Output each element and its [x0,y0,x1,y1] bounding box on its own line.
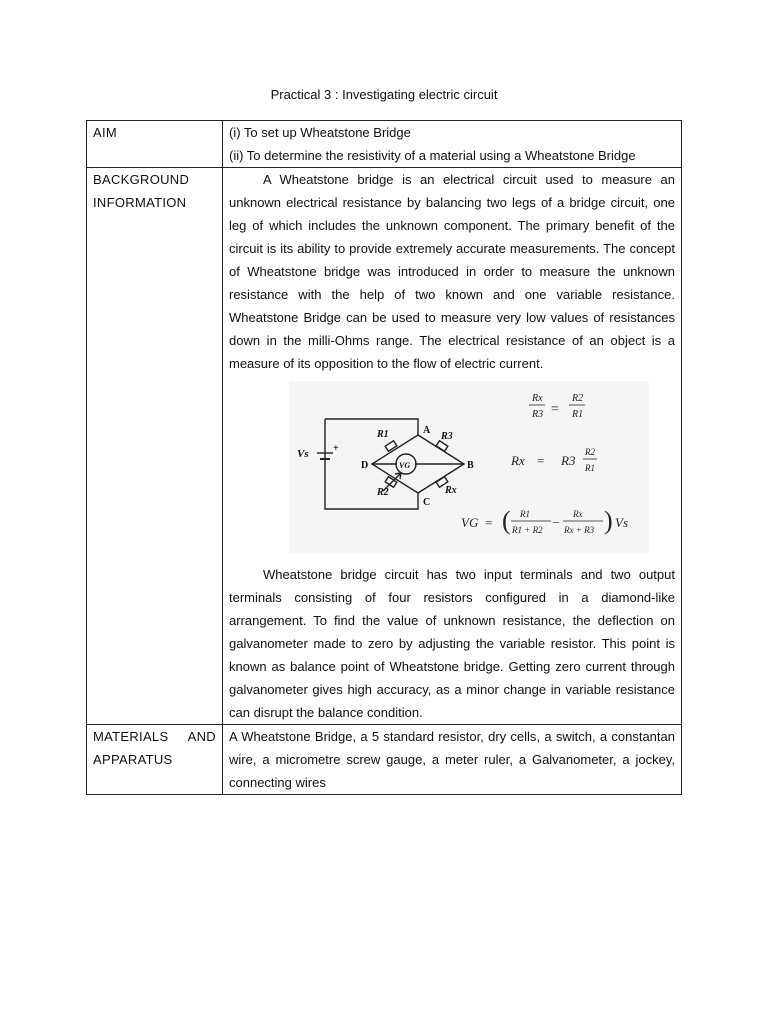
eq1-rhs-num: R2 [572,393,584,404]
background-paragraph-2: Wheatstone bridge circuit has two input terminals and two output terminals consisting of four resistors configured in a diamond-like arrangement. To find the value of unknown resistance, the deflection on galvanometer made to zero by adjusting the variable resistor. This point is known as balance point of Wheatstone bridge. Getting zero current through galvanometer gives high accuracy, as a minor change in variable resistance can disrupt the balance condition. [229,567,675,720]
wheatstone-bridge-figure [289,381,649,553]
outer-wire-top [325,419,418,435]
eq3-lhs: VG [461,515,479,530]
node-d: D [361,460,369,471]
eq2-den: R1 [585,463,595,473]
materials-label-line-1: MATERIALS AND [93,729,216,744]
resistor-r3 [436,441,448,451]
eq2-num: R2 [585,447,595,457]
eq2-r3: R3 [561,453,576,468]
aim-line-2: (ii) To determine the resistivity of a material using a Wheatstone Bridge [229,148,636,163]
background-label [87,168,223,725]
materials-content: A Wheatstone Bridge, a 5 standard resistor, dry cells, a switch, a constantan wire, a micrometre screw gauge, a meter ruler, a Galvanometer, a jockey, connecting wires [223,725,682,795]
eq1-lhs-den: R3 [532,409,544,420]
label-r3: R3 [441,431,453,442]
aim-row [87,121,682,168]
label-r1: R1 [377,429,389,440]
label-r2: R2 [377,487,389,498]
eq2-lhs: Rx [511,453,525,468]
eq3-f2-den: Rx + R3 [564,525,595,535]
galvanometer-label: VG [399,461,411,470]
materials-label [87,725,223,795]
aim-label: AIM [87,121,223,168]
plus-sign: + [333,443,339,454]
page-title: Practical 3 : Investigating electric circuit [270,87,498,102]
background-row [87,168,682,725]
background-content [223,168,682,725]
svg-text:–: – [553,514,559,528]
materials-label-line-2: APPARATUS [93,752,173,767]
svg-text:=: = [537,453,545,468]
eq3-f1-den: R1 + R2 [512,525,543,535]
node-c: C [423,497,431,508]
materials-row [87,725,682,795]
aim-content [223,121,682,168]
background-label-line-1: BACKGROUND [93,172,190,187]
node-a: A [423,425,431,436]
background-label-line-2: INFORMATION [93,195,187,210]
wheatstone-bridge-diagram [289,381,649,553]
source-label: Vs [297,448,309,460]
eq1-lhs-num: Rx [532,393,543,404]
svg-text:): ) [604,506,613,535]
background-paragraph-1: A Wheatstone bridge is an electrical circuit used to measure an unknown electrical resistance by balancing two legs of a bridge circuit, one leg of which includes the unknown component. The primary benefit of the circuit is its ability to provide extremely accurate measurements. The concept of Wheatstone bridge was introduced in order to measure the unknown resistance with the help of two known and one variable resistance. Wheatstone Bridge can be used to measure very low values of resistances down in the milli-Ohms range. The electrical resistance of an object is a measure of its opposition to the flow of electric current. [229,172,675,371]
svg-text:=: = [485,515,493,530]
svg-text:=: = [551,402,559,417]
eq1-rhs-den: R1 [572,409,584,420]
eq3-vs: Vs [615,515,628,530]
practical-table [86,120,682,795]
eq3-f1-num: R1 [520,509,530,519]
svg-text:(: ( [502,506,511,535]
eq3-f2-num: Rx [573,509,583,519]
label-rx: Rx [445,485,457,496]
node-b: B [467,460,474,471]
aim-line-1: (i) To set up Wheatstone Bridge [229,125,411,140]
